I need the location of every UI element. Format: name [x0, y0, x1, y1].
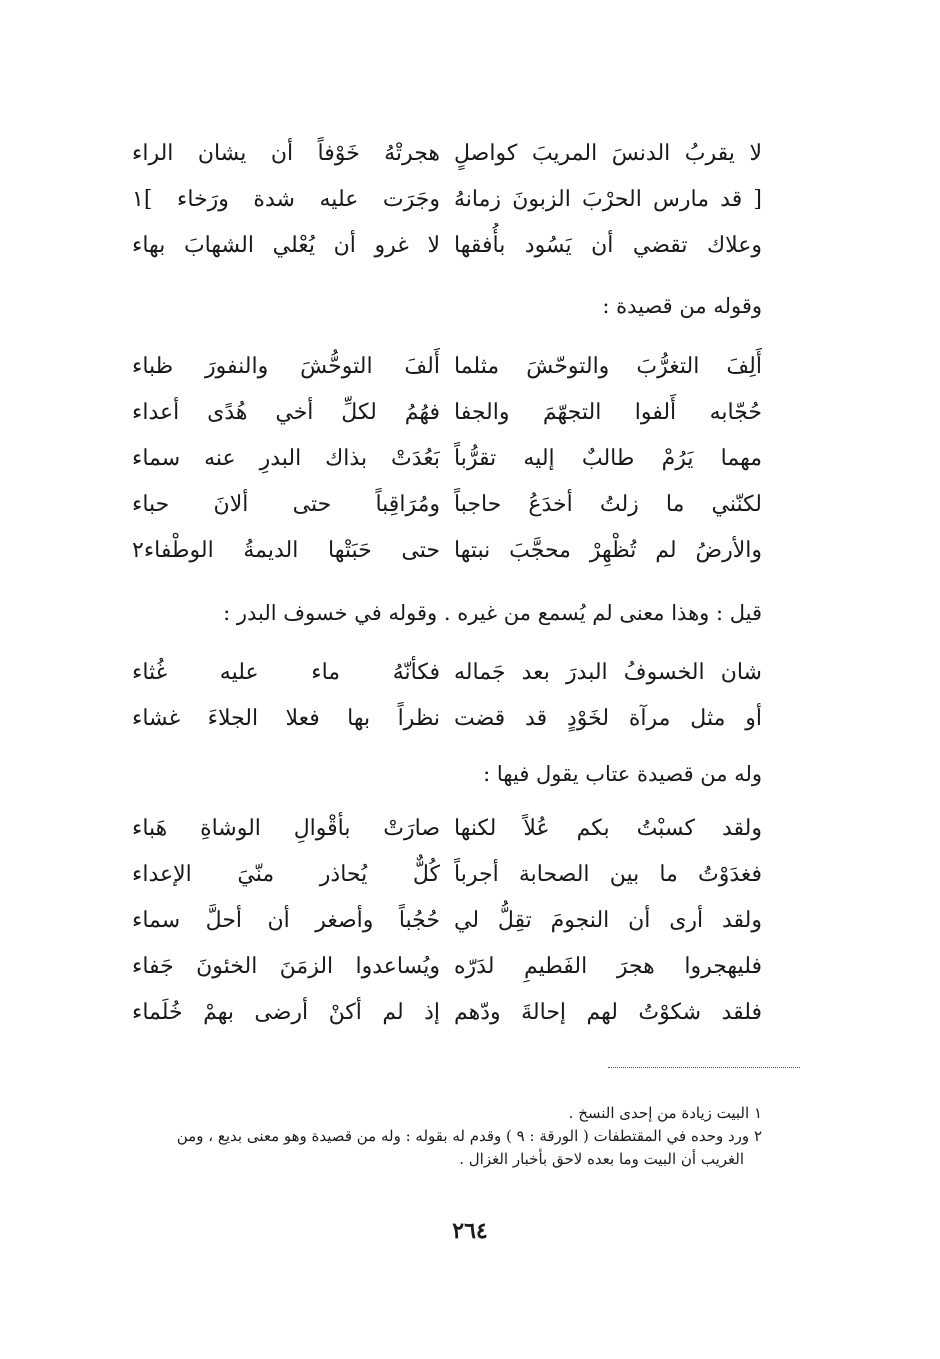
verse-first-hemistich: فغدَوْتُ ما بين الصحابة أجرباً — [454, 862, 762, 887]
verse-second-hemistich: حُجُباً وأصغر أن أحلَّ سماء — [132, 908, 440, 933]
prose-intro: وقوله من قصيدة : — [602, 294, 762, 318]
poem-block-2 — [132, 344, 762, 574]
verse-line — [132, 650, 762, 696]
footnotes — [102, 1102, 762, 1171]
verse-line — [132, 131, 762, 177]
verse-second-hemistich: نظراً بها فعلا الجلاءَ غشاء — [132, 706, 440, 731]
verse-second-hemistich: صارَتْ بأقْوالِ الوشاةِ هَباء — [132, 816, 440, 841]
verse-line — [132, 990, 762, 1036]
verse-first-hemistich: أو مثل مرآة لخَوْدٍ قد قضت — [454, 706, 762, 731]
verse-second-hemistich: هجرتْهُ خَوْفاً أن يشان الراء — [132, 141, 440, 166]
verse-line — [132, 696, 762, 742]
verse-line — [132, 898, 762, 944]
verse-line — [132, 482, 762, 528]
verse-second-hemistich: بَعُدَتْ بذاك البدرِ عنه سماء — [132, 446, 440, 471]
verse-first-hemistich: حُجّابه أَلفوا التجهّمَ والجفا — [454, 400, 762, 425]
poem-block-4 — [132, 806, 762, 1036]
verse-second-hemistich: إذ لم أكنْ أرضى بهمْ خُلَماء — [132, 1000, 440, 1025]
verse-second-hemistich: أَلفَ التوحُّشَ والنفورَ ظباء — [132, 354, 440, 379]
page-number: ٢٦٤ — [452, 1218, 488, 1244]
poem-block-1 — [132, 131, 762, 269]
verse-line — [132, 344, 762, 390]
verse-second-hemistich: ومُرَاقِباً حتى ألانَ حباء — [132, 492, 440, 517]
footnote-2-continuation: الغريب أن البيت وما بعده لاحق بأخبار الغزال . — [459, 1150, 744, 1168]
prose-intro: قيل : وهذا معنى لم يُسمع من غيره . وقوله في خسوف البدر : — [223, 601, 762, 625]
prose-intro: وله من قصيدة عتاب يقول فيها : — [483, 762, 762, 786]
verse-first-hemistich: وعلاك تقضي أن يَسُود بأُفقها — [454, 233, 762, 258]
verse-line — [132, 436, 762, 482]
verse-second-hemistich: فكأنّهُ ماء عليه غُثاء — [132, 660, 440, 685]
verse-second-hemistich: كُلٌّ يُحاذر منّيَ الإعداء — [132, 862, 440, 887]
verse-first-hemistich: [ قد مارس الحرْبَ الزبونَ زمانهُ — [454, 187, 762, 212]
verse-line — [132, 806, 762, 852]
verse-second-hemistich: وجَرَت عليه شدة ورَخاء ]١ — [132, 187, 440, 212]
verse-line — [132, 944, 762, 990]
verse-first-hemistich: فلقد شكوْتُ لهم إحالةَ ودّهم — [454, 1000, 762, 1025]
verse-line — [132, 852, 762, 898]
poem-block-3 — [132, 650, 762, 742]
verse-first-hemistich: لكنّني ما زلتُ أخدَعُ حاجباً — [454, 492, 762, 517]
verse-second-hemistich: ويُساعدوا الزمَنَ الخئونَ جَفاء — [132, 954, 440, 979]
verse-line — [132, 528, 762, 574]
verse-first-hemistich: فليهجروا هجرَ الفَطيمِ لدَرّه — [454, 954, 762, 979]
verse-line — [132, 390, 762, 436]
verse-first-hemistich: مهما يَرُمْ طالبٌ إليه تقرُّباً — [454, 446, 762, 471]
verse-first-hemistich: والأرضُ لم تُظْهِرْ محجَّبَ نبتها — [454, 538, 762, 563]
footnote-1: ١ البيت زيادة من إحدى النسخ . — [568, 1104, 762, 1122]
footnote-separator — [608, 1067, 800, 1068]
verse-line — [132, 177, 762, 223]
verse-first-hemistich: شان الخسوفُ البدرَ بعد جَماله — [454, 660, 762, 685]
footnote-2: ٢ ورد وحده في المقتطفات ( الورقة : ٩ ) وقدم له بقوله : وله من قصيدة وهو معنى بديع ، ومن — [176, 1127, 762, 1145]
verse-line — [132, 223, 762, 269]
verse-first-hemistich: لا يقربُ الدنسَ المريبَ كواصلٍ — [454, 141, 762, 166]
verse-first-hemistich: أَلِفَ التغرُّبَ والتوحّشَ مثلما — [454, 354, 762, 379]
verse-second-hemistich: لا غرو أن يُعْلي الشهابَ بهاء — [132, 233, 440, 258]
verse-second-hemistich: حتى حَبَتْها الديمةُ الوطْفاء٢ — [132, 538, 440, 563]
verse-first-hemistich: ولقد كسبْتُ بكم عُلاً لكنها — [454, 816, 762, 841]
verse-second-hemistich: فهُمُ لكلِّ أخي هُدًى أعداء — [132, 400, 440, 425]
verse-first-hemistich: ولقد أرى أن النجومَ تقِلُّ لي — [454, 908, 762, 933]
